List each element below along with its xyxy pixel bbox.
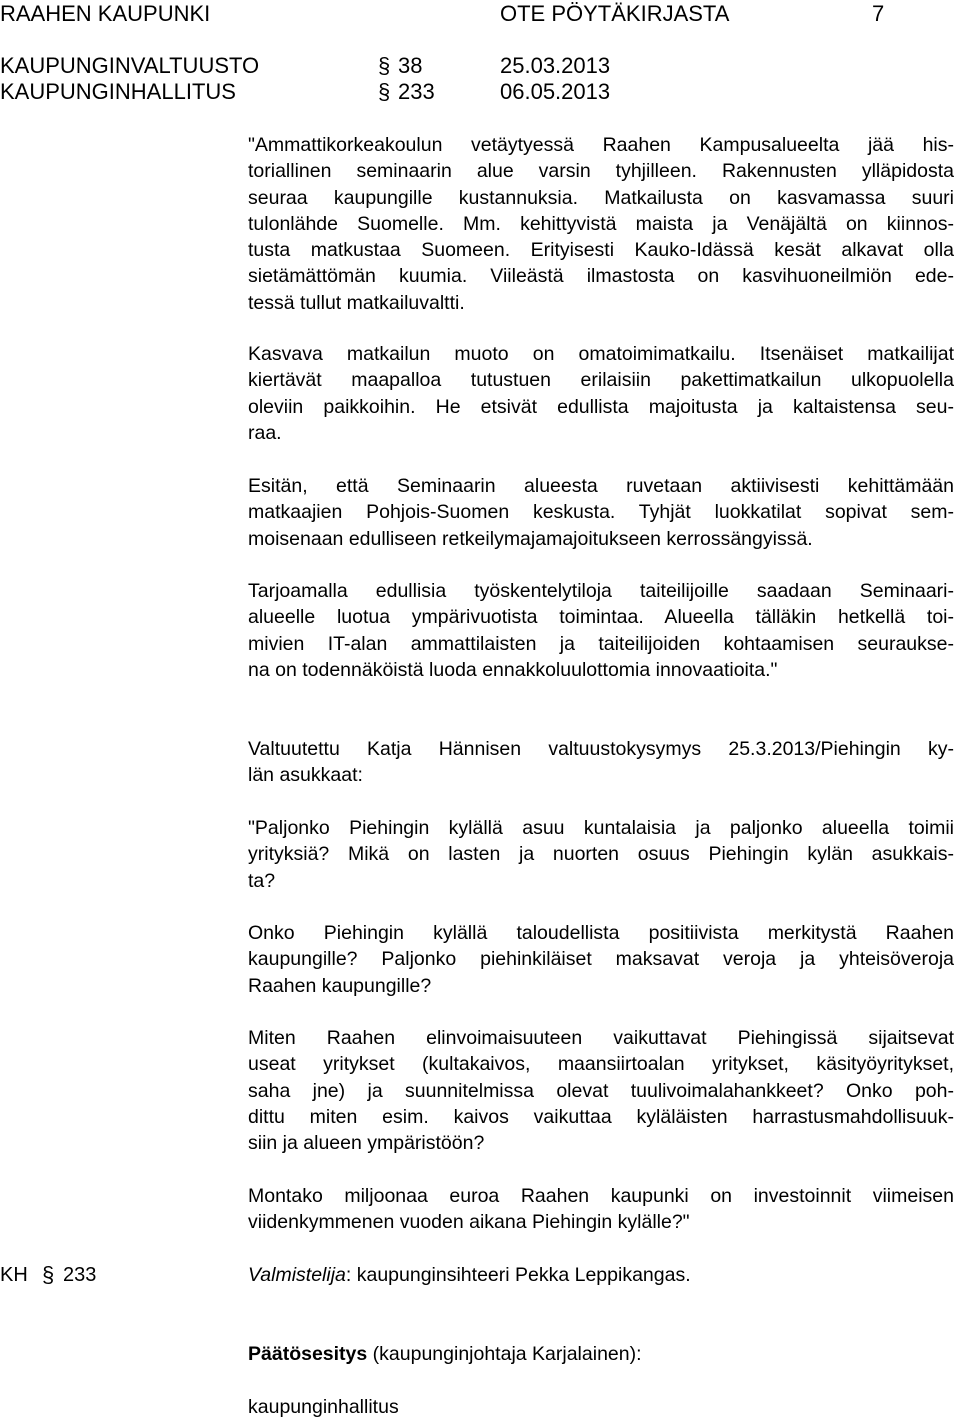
page-number: 7 <box>872 1 885 26</box>
text-line: Montako miljoonaa euroa Raahen kaupunki on investoinnit viimeisen <box>248 1185 954 1207</box>
question-heading <box>248 736 954 789</box>
section-sign: § <box>378 79 391 104</box>
text-line: useat yritykset (kultakaivos, maansiirtoalan yritykset, käsityöyritykset, <box>248 1053 954 1076</box>
text-line: oleviin paikkoihin. He etsivät edullista majoitusta ja kaltaistensa seu- <box>248 395 954 418</box>
body-name-board: KAUPUNGINHALLITUS <box>0 79 236 104</box>
paragraph <box>248 473 954 552</box>
text-line: kiertävät maapalloa tutustuen erilaisiin pakettimatkailun ulkopuolella <box>248 369 954 392</box>
text-line: tusta matkustaa Suomeen. Erityisesti Kauko-Idässä kesät alkavat olla <box>248 239 954 262</box>
text-line: viidenkymmenen vuoden aikana Piehingin kylälle?" <box>248 1211 690 1234</box>
body-name-council: KAUPUNGINVALTUUSTO <box>0 53 260 78</box>
text-line: mivien IT-alan ammattilaisten ja taiteilijoiden kohtaamisen seurauksе- <box>248 632 954 655</box>
section-number-board: 233 <box>398 79 435 104</box>
text-line: Kasvava matkailun muoto on omatoimimatkailu. Itsenäiset matkailijat <box>248 343 954 365</box>
text-line: seuraa kaupungille kustannuksia. Matkailusta on kasvamassa suuri <box>248 186 954 209</box>
paragraph <box>248 341 954 446</box>
text-line: kaupungille? Paljonko piehinkiläiset maksavat veroja ja yhteisöveroja <box>248 948 954 971</box>
text-line: "Paljonko Piehingin kylällä asuu kuntalaisia ja paljonko alueella toimii <box>248 817 954 839</box>
paragraph <box>248 578 954 683</box>
text-line: moisenaan edulliseen retkeilymajamajoitukseen kerrossängyissä. <box>248 527 813 550</box>
proposal-label: Päätösesitys <box>248 1343 368 1365</box>
preparer-line <box>248 1262 691 1288</box>
text-line: sietämättömän kuumia. Viileästä ilmastosta on kasvihuoneilmiön ede- <box>248 265 954 288</box>
text-line: Onko Piehingin kylällä taloudellista positiivista merkitystä Raahen <box>248 922 954 944</box>
text-line: raa. <box>248 421 282 444</box>
text-line: "Ammattikorkeakoulun vetäytyessä Raahen Kampusalueelta jää his- <box>248 134 954 156</box>
text-line: Esitän, että Seminaarin alueesta ruvetaan aktiivisesti kehittämään <box>248 475 954 497</box>
meeting-date-board: 06.05.2013 <box>500 79 611 104</box>
preparer-text: : kaupunginsihteeri Pekka Leppikangas. <box>345 1264 691 1286</box>
proposal-author: (kaupunginjohtaja Karjalainen): <box>367 1343 642 1365</box>
paragraph <box>248 1183 954 1236</box>
text-line: yrityksiä? Mikä on lasten ja nuorten osuus Piehingin kylän asukkais- <box>248 843 954 866</box>
text-line: matkaajien Pohjois-Suomen keskusta. Tyhjät luokkatilat sopivat sem- <box>248 501 954 524</box>
text-line: tulonlähde Suomelle. Mm. kehittyvistä maista ja Venäjältä on kiinnos- <box>248 212 954 235</box>
text-line: saha jne) ja suunnitelmissa olevat tuulivoimalahankkeet? Onko poh- <box>248 1079 954 1102</box>
text-line: Raahen kaupungille? <box>248 974 432 997</box>
org-name: RAAHEN KAUPUNKI <box>0 1 211 26</box>
text-line: toriallinen seminaarin alue varsin tyhjilleen. Rakennusten ylläpidosta <box>248 160 954 183</box>
section-number-council: 38 <box>398 53 423 78</box>
text-line: Valtuutettu Katja Hännisen valtuustokysymys 25.3.2013/Piehingin ky- <box>248 738 954 760</box>
paragraph <box>248 815 954 894</box>
text-line: siin ja alueen ympäristöön? <box>248 1132 485 1155</box>
meeting-date-council: 25.03.2013 <box>500 53 611 78</box>
text-line: ta? <box>248 869 276 892</box>
text-line: alueelle luotua ympärivuotista toimintaa. Alueella tälläkin hetkellä toi- <box>248 606 954 629</box>
footer-text: kaupunginhallitus <box>248 1396 399 1418</box>
text-line: dittu miten esim. kaivos vaikuttaa kyläläisten harrastusmahdollisuuk- <box>248 1105 954 1128</box>
preparer-label: Valmistelija <box>248 1264 346 1286</box>
section-sign: § <box>378 53 391 78</box>
paragraph <box>248 920 954 999</box>
paragraph <box>248 132 954 316</box>
kh-label: KH <box>0 1264 28 1286</box>
decision-proposal <box>248 1341 642 1367</box>
text-line: Miten Raahen elinvoimaisuuteen vaikuttavat Piehingissä sijaitsevat <box>248 1027 954 1049</box>
text-line: län asukkaat: <box>248 764 363 787</box>
document-type: OTE PÖYTÄKIRJASTA <box>500 1 730 26</box>
paragraph <box>248 1025 954 1156</box>
text-line: na on todennäköistä luoda ennakkoluulottomia innovaatioita." <box>248 658 778 681</box>
text-line: Tarjoamalla edullisia työskentelytiloja taiteilijoille saadaan Seminaari- <box>248 580 954 602</box>
section-sign: § <box>42 1262 55 1287</box>
kh-section-number: 233 <box>63 1264 97 1286</box>
text-line: tessä tullut matkailuvaltti. <box>248 291 465 314</box>
